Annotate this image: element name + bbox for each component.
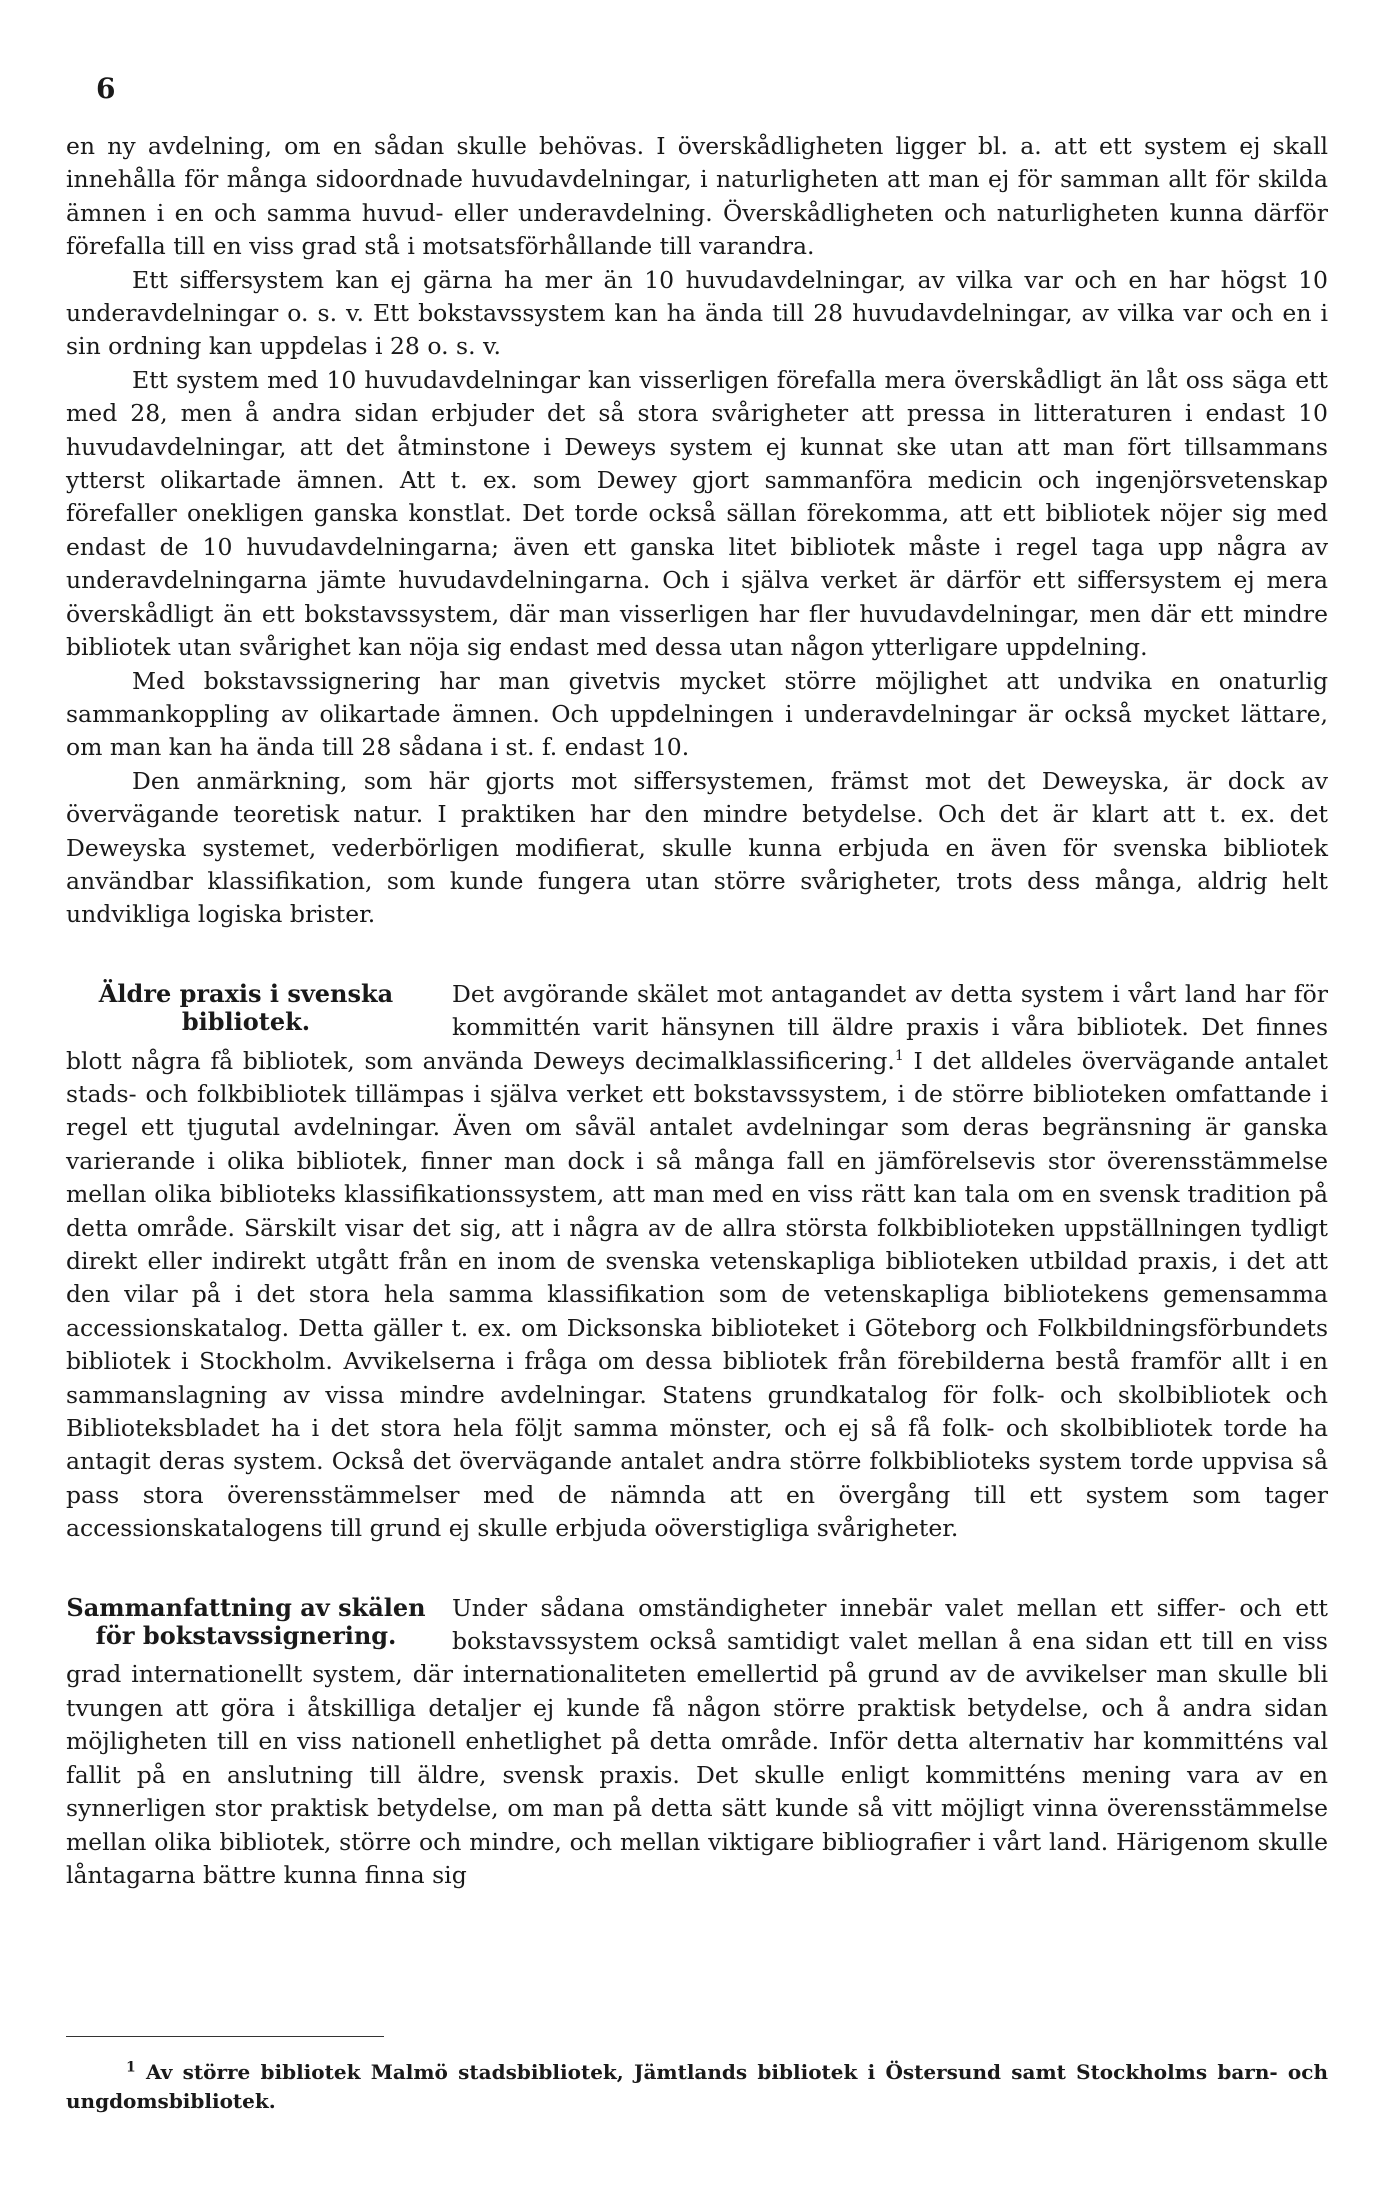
paragraph: Med bokstavssignering har man givetvis mycket större möjlighet att undvika en onaturlig sammankoppling av olikartade ämnen. Och uppdelningen i underavdelningar är också mycket lättare, om man kan ha ända till 28 sådana i st. f. endast 10.: [66, 666, 1328, 762]
footnote-divider: [66, 2036, 384, 2037]
side-heading: Sammanfattning av skälen för bokstavssignering.: [66, 1592, 426, 1650]
page-number: 6: [96, 72, 116, 105]
footnote-marker: 1: [126, 2059, 136, 2076]
body-text: [66, 130, 1328, 1892]
section-text: Det avgörande skälet mot antagandet av detta system i vårt land har för kommittén varit hänsynen till äldre praxis i våra bibliotek. Det finnes blott några få bibliotek, som använda Deweys decimalklassificering.: [66, 979, 1328, 1075]
paragraph: Den anmärkning, som här gjorts mot siffersystemen, främst mot det Deweyska, är dock av övervägande teoretisk natur. I praktiken har den mindre betydelse. Och det är klart att t. ex. det Deweyska systemet, vederbörligen modifierat, skulle kunna erbjuda en även för svenska bibliotek användbar klassifikation, som kunde fungera utan större svårigheter, trots dess många, aldrig helt undvikliga logiska brister.: [66, 766, 1328, 929]
paragraph: Ett siffersystem kan ej gärna ha mer än 10 huvudavdelningar, av vilka var och en har högst 10 underavdelningar o. s. v. Ett bokstavssystem kan ha ända till 28 huvudavdelningar, av vilka var och en i sin ordning kan uppdelas i 28 o. s. v.: [66, 265, 1328, 361]
section-aldre-praxis: [66, 978, 1328, 1546]
paragraph: en ny avdelning, om en sådan skulle behövas. I överskådligheten ligger bl. a. att ett system ej skall innehålla för många sidoordnade huvudavdelningar, i naturligheten att man ej för samman allt för skilda ämnen i en och samma huvud- eller underavdelning. Överskådligheten och naturligheten kunna därför förefalla till en viss grad stå i motsatsförhållande till varandra.: [66, 132, 1328, 261]
section-paragraph: Under sådana omständigheter innebär valet mellan ett siffer- och ett bokstavssystem också samtidigt valet mellan å ena sidan ett till en viss grad internationellt system, där internationaliteten emellertid på grund av de avvikelser man skulle bli tvungen att göra i åtskilliga detaljer ej kunde få någon större praktisk betydelse, och å andra sidan möjligheten till en viss nationell enhetlighet på detta område. Inför detta alternativ har kommitténs val fallit på en anslutning till äldre, svensk praxis. Det skulle enligt kommitténs mening vara av en synnerligen stor praktisk betydelse, om man på detta sätt kunde så vitt möjligt vinna överensstämmelse mellan olika bibliotek, större och mindre, och mellan viktigare bibliografier i vårt land. Härigenom skulle låntagarna bättre kunna finna sig: [66, 1593, 1328, 1889]
side-heading: Äldre praxis i svenska bibliotek.: [98, 978, 394, 1036]
paragraph: Ett system med 10 huvudavdelningar kan visserligen förefalla mera överskådligt än låt oss säga ett med 28, men å andra sidan erbjuder det så stora svårigheter att pressa in litteraturen i endast 10 huvudavdelningar, att det åtminstone i Deweys system ej kunnat ske utan att man fört tillsammans ytterst olikartade ämnen. Att t. ex. som Dewey gjort sammanföra medicin och ingenjörsvetenskap förefaller onekligen ganska konstlat. Det torde också sällan förekomma, att ett bibliotek nöjer sig med endast de 10 huvudavdelningarna; även ett ganska litet bibliotek måste i regel taga upp några av underavdelningarna jämte huvudavdelningarna. Och i själva verket är därför ett siffersystem ej mera överskådligt än ett bokstavssystem, där man visserligen har fler huvudavdelningar, men där ett mindre bibliotek utan svårighet kan nöja sig endast med dessa utan någon ytterligare uppdelning.: [66, 365, 1328, 662]
section-text: I det alldeles övervägande antalet stads- och folkbibliotek tillämpas i själva verket ett bokstavssystem, i de större biblioteken omfattande i regel ett tjugutal avdelningar. Även om såväl antalet avdelningar som deras begränsning är ganska varierande i olika bibliotek, finner man dock i så många fall en jämförelsevis stor överensstämmelse mellan olika biblioteks klassifikationssystem, att man med en viss rätt kan tala om en svensk tradition på detta område. Särskilt visar det sig, att i några av de allra största folkbiblioteken uppställningen tydligt direkt eller indirekt utgått från en inom de svenska vetenskapliga biblioteken utbildad praxis, i det att den vilar på i det stora hela samma klassifikation som de vetenskapliga bibliotekens gemensamma accessionskatalog. Detta gäller t. ex. om Dicksonska biblioteket i Göteborg och Folkbildningsförbundets bibliotek i Stockholm. Avvikelserna i fråga om dessa bibliotek från förebilderna bestå framför allt i en sammanslagning av vissa mindre avdelningar. Statens grundkatalog för folk- och skolbibliotek och Biblioteksbladet ha i det stora hela följt samma mönster, och ej så få folk- och skolbibliotek torde ha antagit deras system. Också det övervägande antalet andra större folkbiblioteks system torde uppvisa så pass stora överensstämmelser med de nämnda att en övergång till ett system som tager accessionskatalogens till grund ej skulle erbjuda oöverstigliga svårigheter.: [66, 1046, 1328, 1543]
footnote-reference[interactable]: 1: [894, 1047, 904, 1064]
footnote-text: Av större bibliotek Malmö stadsbibliotek, Jämtlands bibliotek i Östersund samt Stockholms barn- och ungdomsbibliotek.: [66, 2060, 1328, 2113]
section-sammanfattning: [66, 1592, 1328, 1893]
section-paragraph: [66, 978, 1328, 1546]
footnote: [66, 2058, 1328, 2116]
